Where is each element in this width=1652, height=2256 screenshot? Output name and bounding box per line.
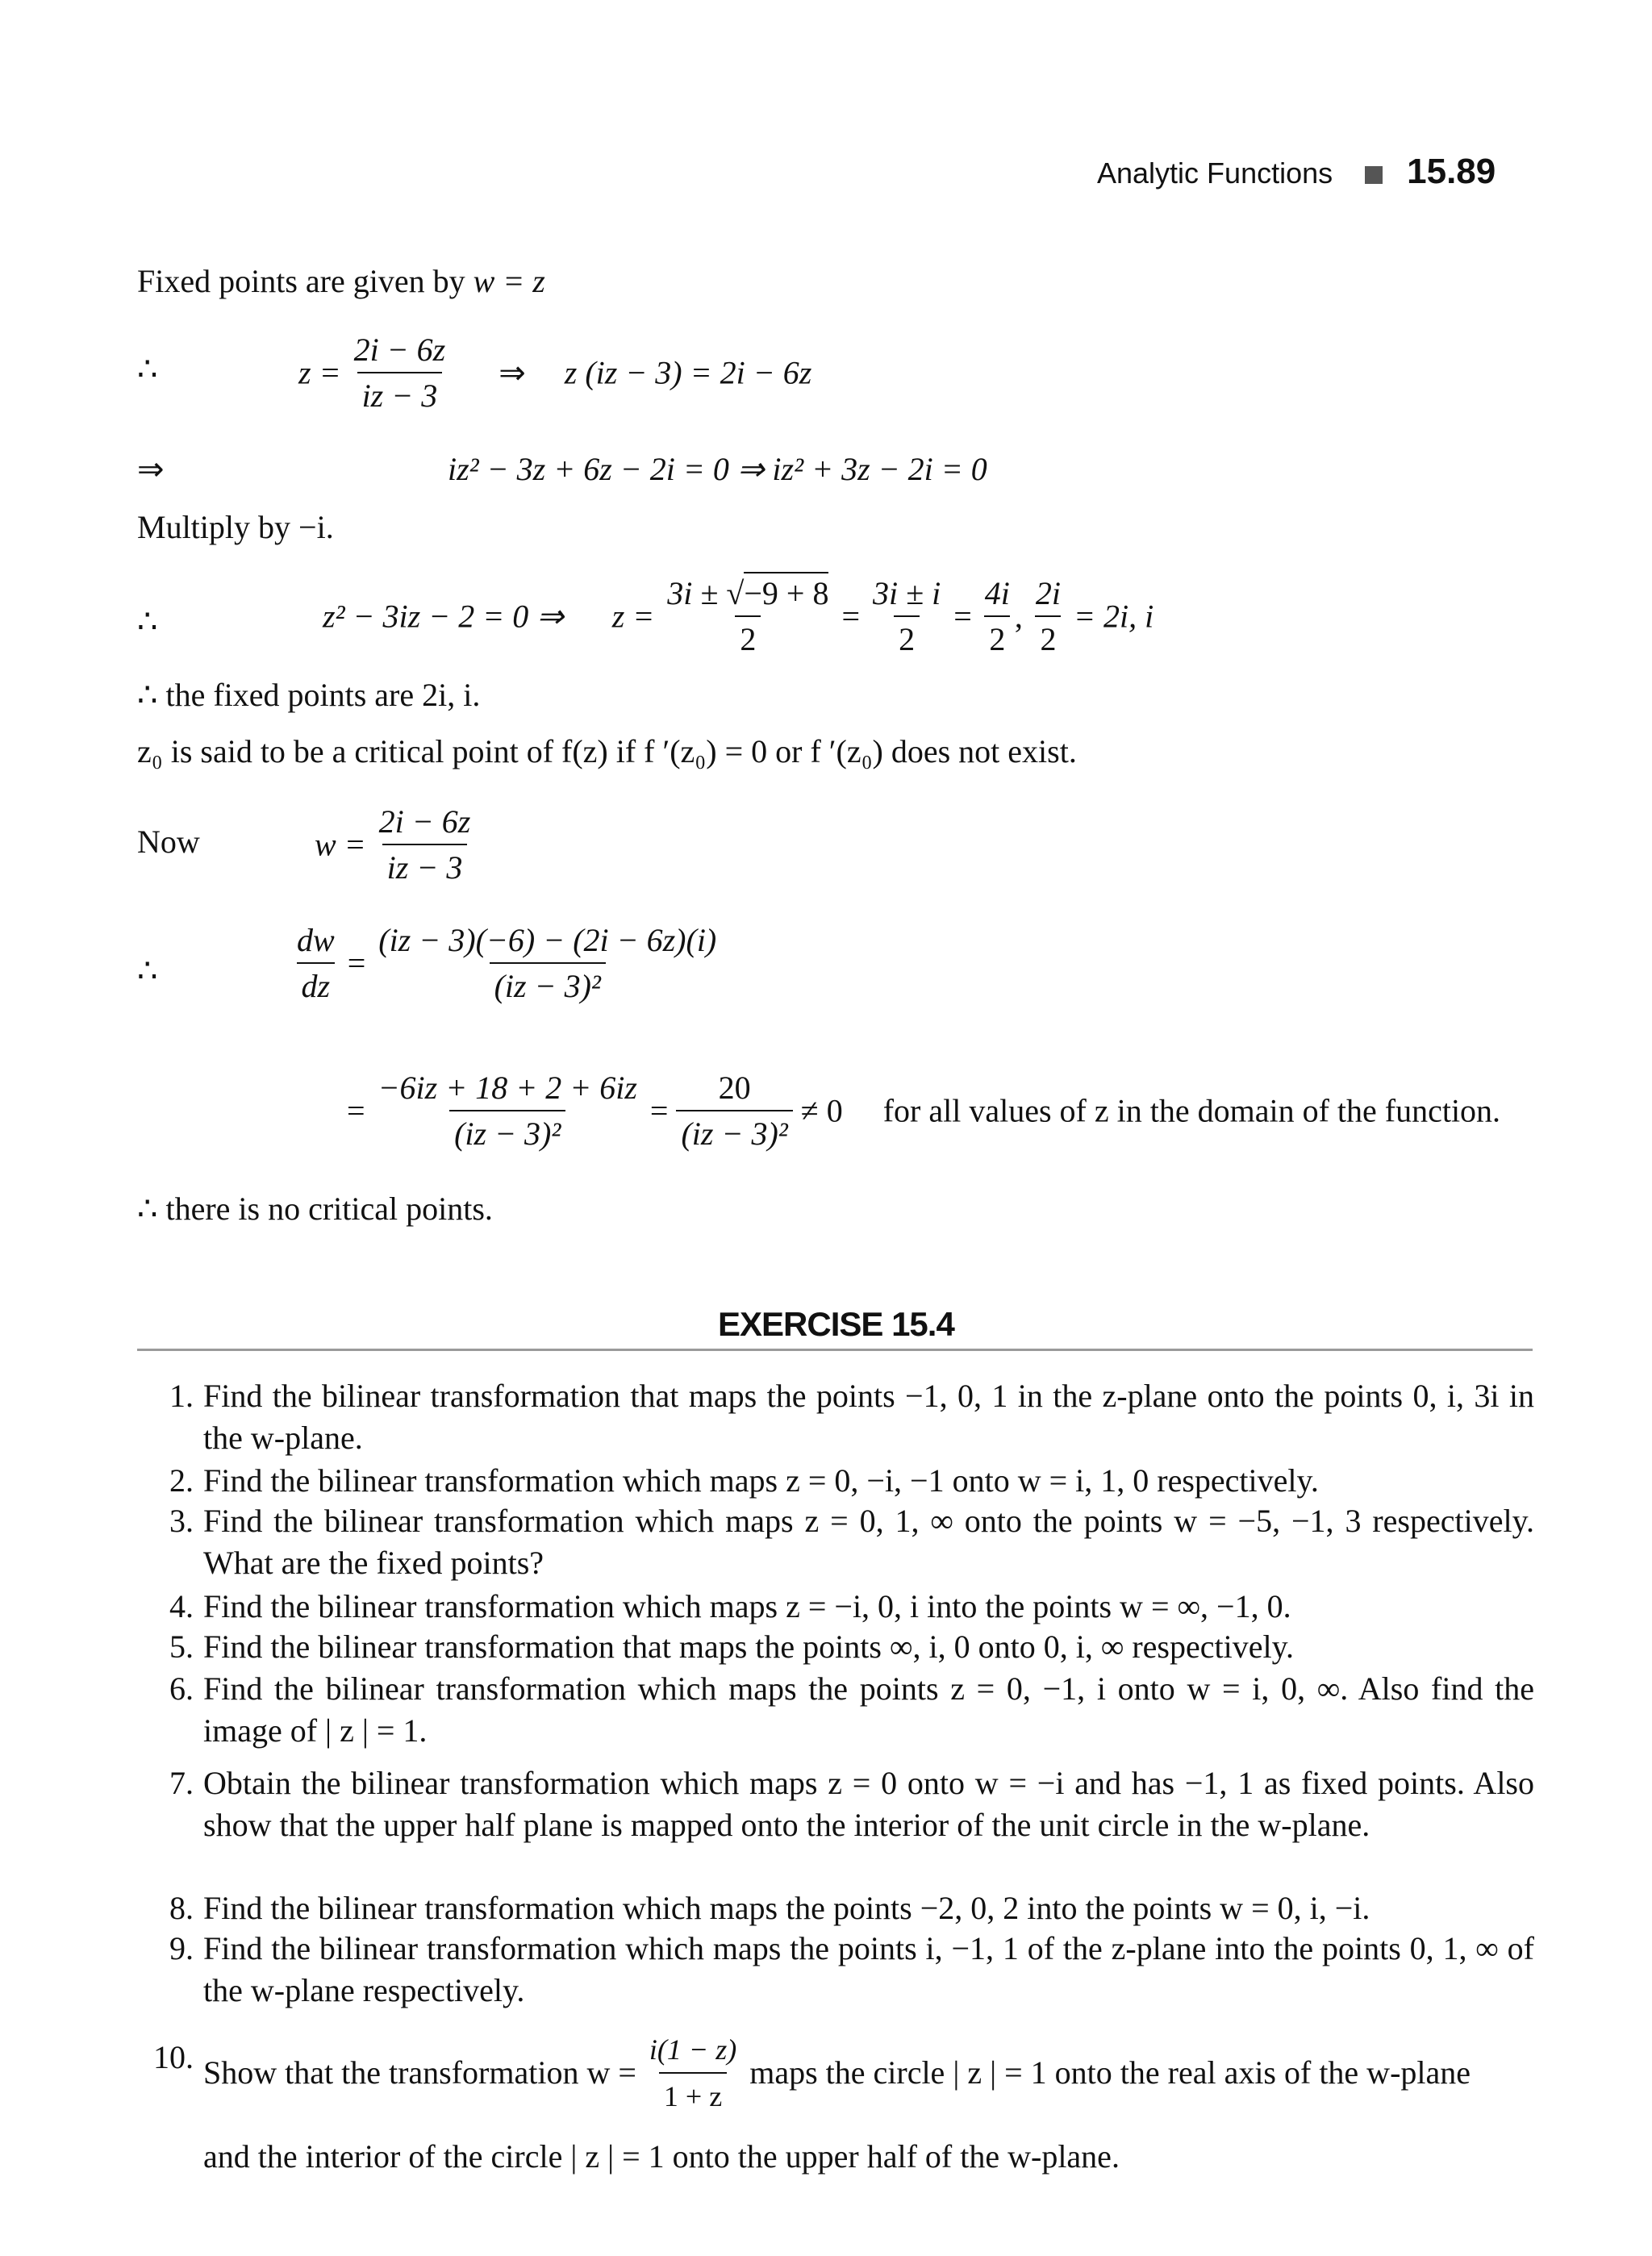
exercise-item-7 <box>137 1762 1534 1846</box>
fraction: $\frac{3i \pm i}{2}$ <box>873 575 941 657</box>
exercise-item-9 <box>137 1928 1534 2012</box>
critical-point-definition: z₀ is said to be a critical point of f(z) if f ′(z₀) = 0 or f ′(z₀) does not exist. <box>137 733 1077 769</box>
exercise-item-1 <box>137 1375 1534 1459</box>
item-number: 8. <box>169 1890 194 1926</box>
fraction: $\frac{2i - 6z}{iz - 3}$ <box>378 803 471 886</box>
exercise-item-10-line2: and the interior of the circle | z | = 1 onto the upper half of the w-plane. <box>203 2138 1120 2175</box>
fraction: $\frac{3i \pm √-9 + 8}{2}$ <box>662 574 833 658</box>
fraction: $\frac{4i}{2}$ <box>984 575 1010 657</box>
item-number: 4. <box>169 1588 194 1624</box>
item-text: Find the bilinear transformation which maps z = 0, 1, ∞ onto the points w = −5, −1, 3 respectively. What are the fixed points? <box>203 1503 1534 1581</box>
exercise-item-3 <box>137 1500 1534 1584</box>
equation-1: z = $\frac{2i - 6z}{iz - 3}$ ⇒ z (iz − 3) = 2i − 6z <box>298 332 812 414</box>
exercise-item-4 <box>137 1586 1534 1628</box>
therefore-symbol: ∴ <box>137 603 158 640</box>
square-bullet-icon <box>1365 166 1383 184</box>
page-number: 15.89 <box>1407 152 1496 191</box>
therefore-symbol: ∴ <box>137 351 158 387</box>
exercise-heading: EXERCISE 15.4 <box>718 1305 954 1343</box>
item-text: Find the bilinear transformation which maps the points −2, 0, 2 into the points w = 0, i, −i. <box>203 1890 1370 1926</box>
fixed-points-result: ∴ the fixed points are 2i, i. <box>137 677 481 713</box>
item-text: Obtain the bilinear transformation which maps z = 0 onto w = −i and has −1, 1 as fixed points. Also show that the upper half plane is mapped onto the interior of the unit circle in the w-plane. <box>203 1765 1534 1843</box>
equation-4: w = $\frac{2i - 6z}{iz - 3}$ <box>315 803 475 886</box>
item-number: 6. <box>169 1670 194 1707</box>
exercise-item-2 <box>137 1460 1534 1502</box>
fraction: $\frac{20}{\text{(iz − 3)²}}$ <box>676 1069 792 1153</box>
item-number: 5. <box>169 1628 194 1665</box>
heading-rule <box>137 1349 1533 1351</box>
exercise-item-6 <box>137 1668 1534 1752</box>
now-label: Now <box>137 824 200 860</box>
item-number: 7. <box>169 1765 194 1801</box>
multiply-text: Multiply by −i. <box>137 509 334 545</box>
equation-5: $\frac{dw}{dz}$ = $\frac{(iz - 3)(-6) - (2i - 6z)(i)}{\text{(iz − 3)²}}$ <box>292 921 721 1005</box>
implies-symbol: ⇒ <box>137 451 165 487</box>
item-number: 1. <box>169 1378 194 1414</box>
item-text: Find the bilinear transformation which maps the points i, −1, 1 of the z-plane into the points 0, 1, ∞ of the w-plane respectively. <box>203 1930 1534 2008</box>
item-text: Find the bilinear transformation that maps the points −1, 0, 1 in the z-plane onto the points 0, i, 3i in the w-plane. <box>203 1378 1534 1456</box>
running-title: Analytic Functions <box>1097 156 1333 190</box>
item-number: 2. <box>169 1462 194 1499</box>
item-number: 9. <box>169 1930 194 1966</box>
paragraph-fixed-points: Fixed points are given by w = z <box>137 263 545 299</box>
item-number: 3. <box>169 1503 194 1539</box>
item-text: Find the bilinear transformation which maps the points z = 0, −1, i onto w = i, 0, ∞. Also find the image of | z | = 1. <box>203 1670 1534 1749</box>
fraction: $\frac{2i - 6z}{iz - 3}$ <box>353 332 446 414</box>
exercise-item-5 <box>137 1626 1534 1668</box>
exercise-item-10: 10. Show that the transformation w = $\frac{i(1 - z)}{1 + z}$ maps the circle | z | = 1 onto the real axis of the w-plane <box>137 2029 1534 2117</box>
equation-6: = $\frac{-6iz + 18 + 2 + 6iz}{\text{(iz − 3)²}}$ = $\frac{20}{\text{(iz − 3)²}}$ ≠ 0 for all values of z in the domain of the function. <box>347 1070 1501 1152</box>
fraction: $\frac{(iz - 3)(-6) - (2i - 6z)(i)}{\text{(iz − 3)²}}$ <box>378 922 717 1004</box>
fraction: $\frac{dw}{dz}$ <box>297 922 335 1004</box>
fraction: $\frac{2i}{2}$ <box>1035 575 1062 657</box>
item-text: Find the bilinear transformation which maps z = 0, −i, −1 onto w = i, 1, 0 respectively. <box>203 1462 1319 1499</box>
therefore-symbol: ∴ <box>137 953 158 989</box>
no-critical-points: ∴ there is no critical points. <box>137 1191 493 1227</box>
equation-2: iz² − 3z + 6z − 2i = 0 ⇒ iz² + 3z − 2i = 0 <box>448 451 987 487</box>
item-text: Find the bilinear transformation which maps z = −i, 0, i into the points w = ∞, −1, 0. <box>203 1588 1291 1624</box>
running-header <box>1097 152 1496 192</box>
equation-3: z² − 3iz − 2 = 0 ⇒ z = $\frac{3i \pm √-9 + 8}{2}$ = $\frac{3i \pm i}{2}$ = $\frac{4i}{2}$ , $\frac{2i}{2}$ = 2i, i <box>323 574 1153 658</box>
item-text: Find the bilinear transformation that maps the points ∞, i, 0 onto 0, i, ∞ respectively. <box>203 1628 1294 1665</box>
fraction: $\frac{-6iz + 18 + 2 + 6iz}{\text{(iz − 3)²}}$ <box>378 1070 637 1152</box>
exercise-item-8 <box>137 1887 1534 1929</box>
fraction: $\frac{i(1 - z)}{1 + z}$ <box>645 2029 741 2117</box>
